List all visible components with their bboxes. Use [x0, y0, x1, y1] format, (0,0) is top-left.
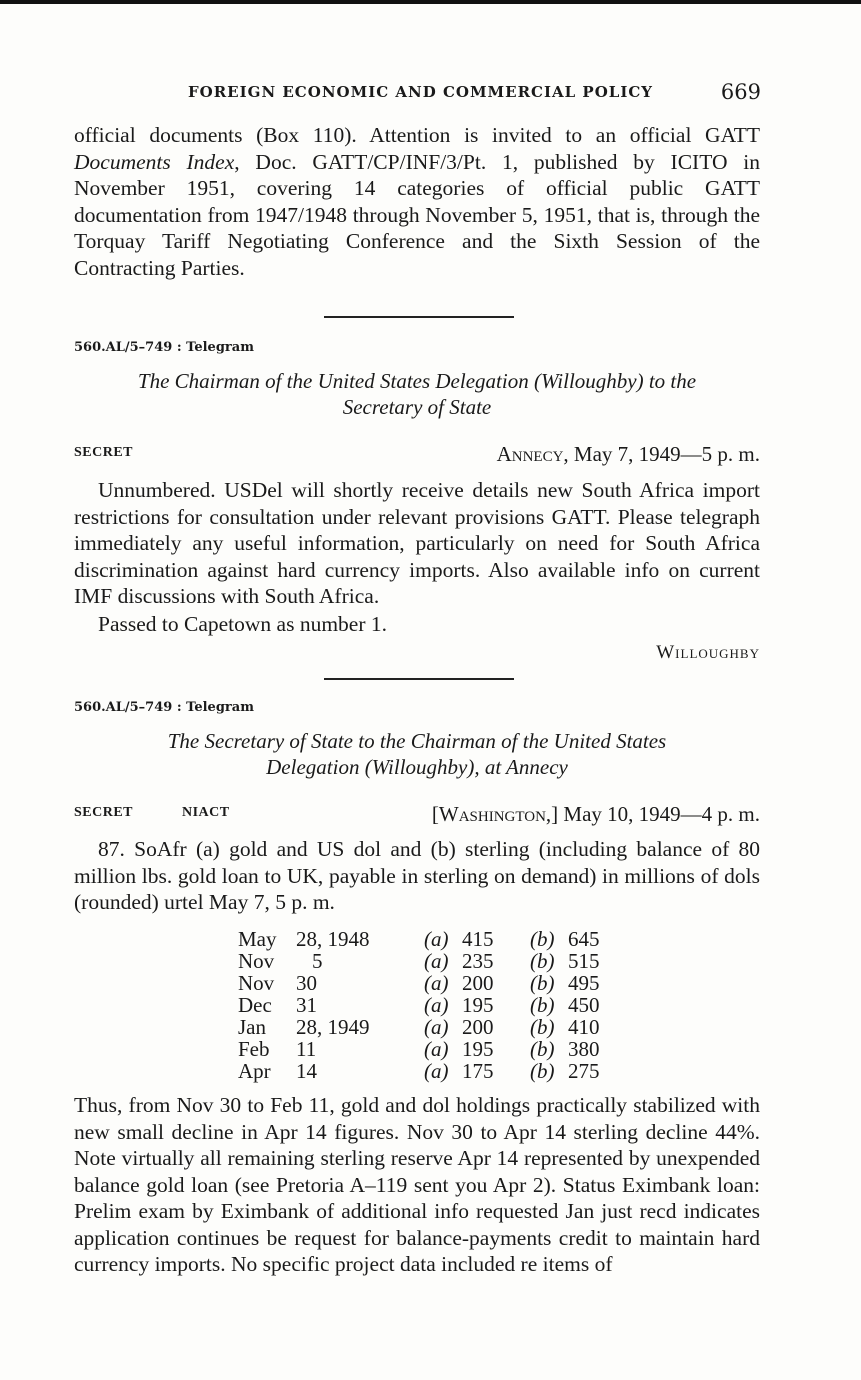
row-value-b: 380 [568, 1037, 600, 1061]
table-row [238, 1060, 628, 1082]
intro-text-2: , Doc. GATT/CP/INF/3/Pt. 1, published by ICITO in November 1951, covering 14 categories of official public GATT documentation from 1947/1948 through November 5, 1951, that is, through the Torquay Tariff Negotiating Conference and the Sixth Session of the Contracting Parties. [74, 149, 760, 280]
row-value-a: 195 [462, 1037, 494, 1061]
row-value-a: 200 [462, 1015, 494, 1039]
intro-paragraph [74, 122, 760, 281]
row-value-b: 495 [568, 971, 600, 995]
doc2-dateline [432, 802, 760, 827]
top-border [0, 0, 861, 4]
row-label-b: (b) [530, 1015, 555, 1039]
doc2-title-line1: The Secretary of State to the Chairman of the United States [167, 729, 667, 753]
row-value-b: 410 [568, 1015, 600, 1039]
row-label-b: (b) [530, 971, 555, 995]
row-label-b: (b) [530, 1037, 555, 1061]
row-label-b: (b) [530, 927, 555, 951]
row-month: Feb [238, 1037, 270, 1061]
row-month: May [238, 927, 277, 951]
row-value-a: 200 [462, 971, 494, 995]
row-day: 31 [296, 993, 317, 1017]
running-head: FOREIGN ECONOMIC AND COMMERCIAL POLICY [188, 83, 653, 101]
table-row [238, 1016, 628, 1038]
row-label-a: (a) [424, 1037, 449, 1061]
row-label-b: (b) [530, 949, 555, 973]
row-month: Jan [238, 1015, 266, 1039]
doc2-place: [Washington,] [431, 802, 559, 826]
row-value-a: 235 [462, 949, 494, 973]
row-value-a: 195 [462, 993, 494, 1017]
row-day: 30 [296, 971, 317, 995]
page-number: 669 [720, 80, 761, 104]
table-row [238, 972, 628, 994]
row-month: Dec [238, 993, 272, 1017]
intro-italic-title: Documents Index [74, 149, 235, 174]
row-value-b: 275 [568, 1059, 600, 1083]
table-row [238, 950, 628, 972]
row-label-b: (b) [530, 1059, 555, 1083]
doc2-classification: SECRET [74, 805, 134, 820]
doc1-meta [74, 442, 760, 468]
row-day: 28, 1948 [296, 927, 370, 951]
doc2-title-line2: Delegation (Willoughby), at Annecy [266, 755, 568, 779]
row-month: Nov [238, 971, 275, 995]
row-label-a: (a) [424, 949, 449, 973]
section-divider [324, 678, 514, 680]
doc2-priority: NIACT [182, 805, 230, 820]
doc2-title [74, 728, 760, 780]
doc2-file-reference: 560.AL/5–749 : Telegram [74, 700, 254, 715]
row-month: Nov [238, 949, 275, 973]
doc2-body-intro: 87. SoAfr (a) gold and US dol and (b) sterling (including balance of 80 million lbs. gold loan to UK, payable in sterling on demand) in millions of dols (rounded) urtel May 7, 5 p. m. [74, 837, 760, 914]
row-label-b: (b) [530, 993, 555, 1017]
row-label-a: (a) [424, 971, 449, 995]
doc1-signature: Willoughby [656, 642, 760, 663]
row-value-b: 645 [568, 927, 600, 951]
row-value-b: 450 [568, 993, 600, 1017]
row-day: 11 [296, 1037, 317, 1061]
doc1-passed-note: Passed to Capetown as number 1. [98, 612, 388, 636]
doc2-date: May 10, 1949—4 p. m. [558, 802, 760, 826]
table-row [238, 928, 628, 950]
row-month: Apr [238, 1059, 271, 1083]
doc2-body-continued: Thus, from Nov 30 to Feb 11, gold and dol holdings practically stabilized with new small decline in Apr 14 figures. Nov 30 to Apr 14 sterling decline 44%. Note virtually all remaining sterling reserve Apr 14 represented by unexpended balance gold loan (see Pretoria A–119 sent you Apr 2). Status Eximbank loan: Prelim exam by Eximbank of additional info requested Jan just recd indicates application continues be request for balance-payments credit to maintain hard currency imports. No specific project data included re items of [74, 1093, 760, 1276]
page-header [0, 80, 861, 108]
table-row [238, 994, 628, 1016]
doc1-body: Unnumbered. USDel will shortly receive details new South Africa import restrictions for consultation under relevant provisions GATT. Please telegraph immediately any useful information, particularly on need for South Africa discrimination against hard currency imports. Also available info on current IMF discussions with South Africa. [74, 478, 760, 608]
row-value-a: 415 [462, 927, 494, 951]
row-day: 14 [296, 1059, 317, 1083]
doc1-title [74, 368, 760, 420]
row-day: 28, 1949 [296, 1015, 370, 1039]
doc1-title-line1: The Chairman of the United States Delegation (Willoughby) to the [137, 369, 697, 393]
doc1-date: May 7, 1949—5 p. m. [568, 442, 760, 466]
holdings-table [238, 928, 628, 1082]
row-label-a: (a) [424, 1015, 449, 1039]
row-day: 5 [312, 949, 323, 973]
row-label-a: (a) [424, 927, 449, 951]
doc1-title-line2: Secretary of State [342, 395, 492, 419]
doc2-meta [74, 802, 760, 828]
section-divider [324, 316, 514, 318]
intro-text-1: official documents (Box 110). Attention is invited to an official GATT [74, 123, 760, 147]
row-value-b: 515 [568, 949, 600, 973]
doc1-classification: SECRET [74, 445, 134, 460]
doc1-file-reference: 560.AL/5–749 : Telegram [74, 340, 254, 355]
row-label-a: (a) [424, 1059, 449, 1083]
doc1-dateline [497, 442, 760, 467]
row-value-a: 175 [462, 1059, 494, 1083]
row-label-a: (a) [424, 993, 449, 1017]
doc1-place: Annecy, [496, 442, 569, 466]
table-row [238, 1038, 628, 1060]
